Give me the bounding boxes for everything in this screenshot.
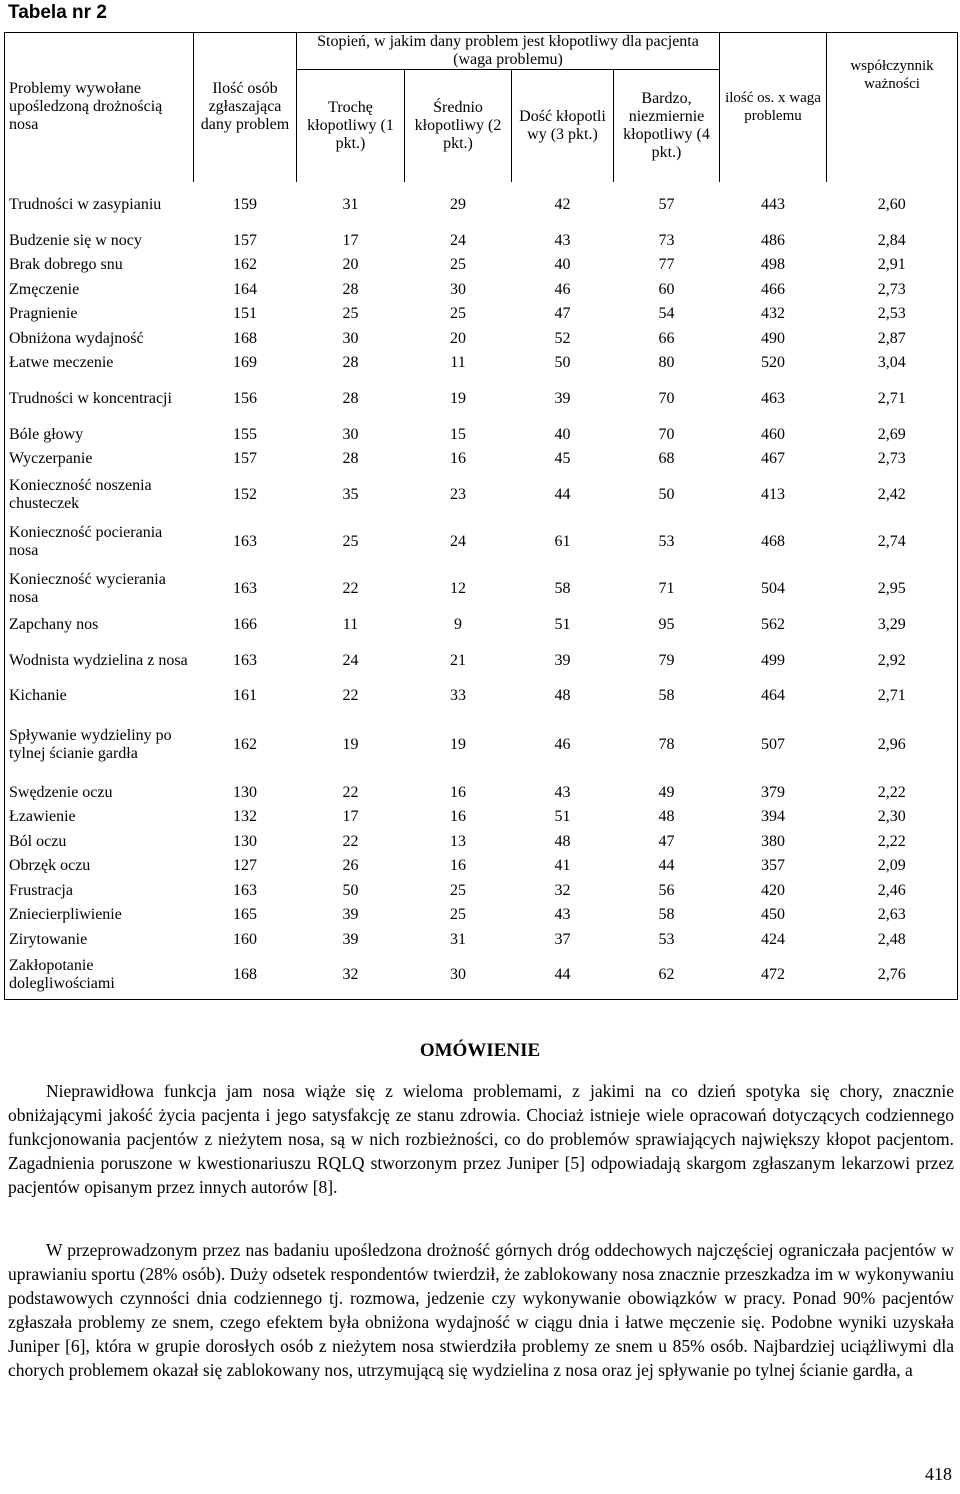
degree-3-cell: 45 [554,450,571,468]
header-degree-3: Dość kłopotli wy (3 pkt.) [512,70,614,182]
degree-1-cell: 24 [342,651,359,669]
count-cell: 130 [233,783,257,801]
header-degree-4: Bardzo, niezmiernie kłopotliwy (4 pkt.) [614,70,720,182]
degree-1-cell: 22 [342,580,359,597]
degree-3-cell: 43 [554,231,571,249]
table-body [5,182,958,1000]
degree-4-cell: 47 [658,832,675,850]
table-row [5,253,958,278]
coefficient-cell: 2,09 [877,857,906,875]
degree-2-cell: 24 [450,231,466,249]
degree-1-cell: 25 [342,305,359,323]
degree-1-cell: 32 [342,966,359,984]
problem-cell: Konieczność pocierania nosa [9,524,163,559]
problem-cell: Zniecierpliwienie [9,906,122,924]
degree-2-cell: 25 [450,256,466,274]
problem-cell: Zirytowanie [9,930,88,948]
degree-2-cell: 19 [450,390,466,407]
table-row [5,879,958,904]
degree-3-cell: 40 [554,425,571,443]
degree-3-cell: 39 [554,390,571,407]
table-row [5,327,958,352]
degree-4-cell: 68 [658,450,675,468]
header-coefficient: współczynnik ważności [850,58,934,92]
total-cell: 504 [761,580,785,597]
degree-1-cell: 50 [342,881,359,899]
header-count: Ilość osób zgłaszająca dany problem [194,33,297,182]
count-cell: 159 [233,196,257,213]
section-heading: OMÓWIENIE [419,1040,541,1061]
coefficient-cell: 2,63 [877,906,906,924]
coefficient-cell: 2,60 [877,196,906,213]
total-cell: 424 [761,930,785,948]
count-cell: 157 [233,450,257,468]
degree-2-cell: 30 [450,966,466,984]
degree-3-cell: 58 [554,580,571,597]
table-row [5,637,958,684]
degree-3-cell: 37 [554,930,571,948]
degree-2-cell: 21 [450,651,466,669]
header-degree-group: Stopień, w jakim dany problem jest kłopotliwy dla pacjenta (waga problemu) [297,33,720,70]
degree-3-cell: 43 [554,906,571,924]
count-cell: 163 [233,580,257,597]
coefficient-cell: 2,42 [877,486,906,503]
table-row [5,566,958,613]
degree-1-cell: 28 [342,450,359,468]
paragraph-1: Nieprawidłowa funkcja jam nosa wiąże się z wieloma problemami, z jakimi na co dzień spotyka się chory, znacznie obniżającymi jakość życia pacjenta i jego satysfakcję ze stanu zdrowia. Chociaż istnieje wiele opracowań dotyczących codziennego funkcjonowania pacjentów z nieżytem nosa, są w nich rozbieżności, co do problemów sprawiających największy kłopot pacjentom. Zagadnienia poruszone w kwestionariuszu RQLQ stworzonym przez Juniper [5] odpowiadają skargom zgłaszanym lekarzowi przez pacjentów opisanym przez innych autorów [8]. [8,1081,954,1197]
degree-1-cell: 28 [342,354,359,372]
coefficient-cell: 2,92 [877,651,906,669]
table-row [5,278,958,303]
total-cell: 507 [761,735,785,753]
problem-cell: Obniżona wydajność [9,329,144,347]
degree-4-cell: 78 [658,735,675,753]
count-cell: 161 [233,687,257,705]
degree-3-cell: 51 [554,615,571,633]
count-cell: 162 [233,735,257,753]
header-degree-2: Średnio kłopotliwy (2 pkt.) [405,70,512,182]
table-title: Tabela nr 2 [8,2,107,23]
count-cell: 155 [233,425,257,443]
degree-2-cell: 25 [450,881,466,899]
problem-cell: Trudności w zasypianiu [9,196,162,213]
coefficient-cell: 3,04 [877,354,906,372]
table-row [5,351,958,376]
degree-1-cell: 26 [342,857,359,875]
degree-1-cell: 31 [342,196,359,213]
total-cell: 468 [761,533,785,550]
coefficient-cell: 2,84 [877,231,906,249]
degree-3-cell: 51 [554,808,571,826]
table-row [5,952,958,999]
count-cell: 165 [233,906,257,924]
problem-cell: Frustracja [9,881,73,899]
total-cell: 466 [761,280,785,298]
table-row [5,519,958,566]
degree-2-cell: 9 [454,615,462,633]
degree-4-cell: 56 [658,881,675,899]
degree-1-cell: 28 [342,280,359,298]
degree-2-cell: 20 [450,329,466,347]
count-cell: 163 [233,533,257,550]
total-cell: 432 [761,305,785,323]
coefficient-cell: 2,22 [877,783,906,801]
degree-2-cell: 19 [450,735,466,753]
total-cell: 490 [761,329,785,347]
degree-1-cell: 35 [342,486,359,503]
table-row [5,229,958,254]
total-cell: 486 [761,231,785,249]
table-row [5,781,958,806]
degree-4-cell: 95 [658,615,675,633]
coefficient-cell: 2,91 [877,256,906,274]
count-cell: 157 [233,231,257,249]
total-cell: 463 [761,390,785,407]
degree-3-cell: 44 [554,966,571,984]
degree-1-cell: 28 [342,390,359,407]
degree-2-cell: 23 [450,486,466,503]
degree-4-cell: 48 [658,808,675,826]
total-cell: 467 [761,450,785,468]
degree-3-cell: 40 [554,256,571,274]
degree-1-cell: 39 [342,930,359,948]
table-row [5,613,958,638]
problem-cell: Brak dobrego snu [9,256,123,274]
count-cell: 168 [233,966,257,984]
count-cell: 162 [233,256,257,274]
degree-4-cell: 58 [658,687,675,705]
degree-4-cell: 62 [658,966,675,984]
degree-3-cell: 52 [554,329,571,347]
total-cell: 460 [761,425,785,443]
degree-2-cell: 25 [450,305,466,323]
degree-1-cell: 11 [342,615,359,633]
degree-1-cell: 30 [342,329,359,347]
degree-1-cell: 20 [342,256,359,274]
degree-2-cell: 11 [450,354,466,372]
table-row [5,684,958,709]
total-cell: 420 [761,881,785,899]
degree-4-cell: 70 [658,425,675,443]
degree-2-cell: 24 [450,533,466,550]
problem-cell: Kichanie [9,687,67,705]
count-cell: 168 [233,329,257,347]
degree-2-cell: 31 [450,930,466,948]
coefficient-cell: 2,73 [877,280,906,298]
degree-4-cell: 73 [658,231,675,249]
total-cell: 498 [761,256,785,274]
degree-4-cell: 44 [658,857,675,875]
degree-1-cell: 22 [342,687,359,705]
degree-3-cell: 61 [554,533,571,550]
page-number: 418 [925,1464,952,1484]
degree-3-cell: 42 [554,196,571,213]
degree-1-cell: 17 [342,231,359,249]
problem-cell: Trudności w koncentracji [9,390,172,407]
problem-cell: Wyczerpanie [9,450,93,468]
degree-2-cell: 12 [450,580,466,597]
count-cell: 163 [233,881,257,899]
total-cell: 499 [761,651,785,669]
coefficient-cell: 2,48 [877,930,906,948]
header-total: ilość os. x waga problemu [720,33,827,182]
problem-cell: Ból oczu [9,832,67,850]
problem-cell: Swędzenie oczu [9,783,113,801]
table-row [5,472,958,519]
degree-1-cell: 17 [342,808,359,826]
degree-4-cell: 80 [658,354,675,372]
degree-4-cell: 71 [658,580,675,597]
degree-3-cell: 46 [554,280,571,298]
total-cell: 464 [761,687,785,705]
problem-cell: Spływanie wydzieliny po tylnej ścianie gardła [9,726,172,762]
coefficient-cell: 2,87 [877,329,906,347]
total-cell: 472 [761,966,785,984]
problem-cell: Zakłopotanie dolegliwościami [9,957,115,993]
coefficient-cell: 2,95 [877,580,906,597]
problem-cell: Pragnienie [9,305,78,323]
degree-4-cell: 60 [658,280,675,298]
degree-3-cell: 47 [554,305,571,323]
count-cell: 132 [233,808,257,826]
degree-2-cell: 16 [450,808,466,826]
degree-4-cell: 57 [658,196,675,213]
count-cell: 130 [233,832,257,850]
coefficient-cell: 2,69 [877,425,906,443]
total-cell: 562 [761,615,785,633]
count-cell: 127 [233,857,257,875]
coefficient-cell: 2,46 [877,881,906,899]
count-cell: 152 [233,486,257,503]
coefficient-cell: 2,73 [877,450,906,468]
total-cell: 450 [761,906,785,924]
degree-2-cell: 16 [450,857,466,875]
problem-cell: Łzawienie [9,808,76,826]
degree-3-cell: 48 [554,832,571,850]
degree-3-cell: 48 [554,687,571,705]
table-row [5,928,958,953]
count-cell: 164 [233,280,257,298]
table-row [5,302,958,327]
table-row [5,903,958,928]
degree-1-cell: 30 [342,425,359,443]
degree-3-cell: 46 [554,735,571,753]
degree-1-cell: 19 [342,735,359,753]
count-cell: 160 [233,930,257,948]
count-cell: 166 [233,615,257,633]
degree-4-cell: 49 [658,783,675,801]
degree-2-cell: 16 [450,450,466,468]
degree-3-cell: 41 [554,857,571,875]
table-row [5,854,958,879]
degree-2-cell: 33 [450,687,466,705]
table-row [5,423,958,448]
header-degree-1: Trochę kłopotliwy (1 pkt.) [297,70,405,182]
table-row [5,709,958,781]
total-cell: 413 [761,486,785,503]
degree-4-cell: 53 [658,930,675,948]
problem-cell: Budzenie się w nocy [9,231,142,249]
header-problem: Problemy wywołane upośledzoną drożnością nosa [5,33,194,182]
problem-cell: Wodnista wydzielina z nosa [9,651,188,669]
problem-cell: Zmęczenie [9,280,80,298]
table-row [5,805,958,830]
degree-4-cell: 77 [658,256,675,274]
degree-2-cell: 15 [450,425,466,443]
degree-2-cell: 16 [450,783,466,801]
total-cell: 443 [761,196,785,213]
degree-3-cell: 39 [554,651,571,669]
degree-4-cell: 53 [658,533,675,550]
degree-4-cell: 66 [658,329,675,347]
degree-4-cell: 79 [658,651,675,669]
count-cell: 169 [233,354,257,372]
degree-4-cell: 58 [658,906,675,924]
degree-4-cell: 54 [658,305,675,323]
coefficient-cell: 2,71 [877,687,906,705]
total-cell: 394 [761,808,785,826]
degree-3-cell: 32 [554,881,571,899]
total-cell: 520 [761,354,785,372]
table-row [5,182,958,229]
problem-cell: Konieczność wycierania nosa [9,571,166,606]
problem-cell: Bóle głowy [9,425,84,443]
degree-1-cell: 22 [342,783,359,801]
count-cell: 156 [233,390,257,407]
coefficient-cell: 2,96 [877,735,906,753]
count-cell: 163 [233,651,257,669]
coefficient-cell: 2,71 [877,390,906,407]
total-cell: 357 [761,857,785,875]
degree-2-cell: 29 [450,196,466,213]
degree-3-cell: 50 [554,354,571,372]
degree-2-cell: 25 [450,906,466,924]
degree-1-cell: 39 [342,906,359,924]
table-row [5,447,958,472]
coefficient-cell: 2,74 [877,533,906,550]
total-cell: 380 [761,832,785,850]
degree-3-cell: 44 [554,486,571,503]
count-cell: 151 [233,305,257,323]
problem-cell: Łatwe meczenie [9,354,114,372]
total-cell: 379 [761,783,785,801]
degree-2-cell: 13 [450,832,466,850]
coefficient-cell: 3,29 [877,615,906,633]
problem-cell: Obrzęk oczu [9,857,91,875]
degree-4-cell: 50 [658,486,675,503]
coefficient-cell: 2,53 [877,305,906,323]
degree-1-cell: 25 [342,533,359,550]
coefficient-cell: 2,76 [877,966,906,984]
problem-cell: Zapchany nos [9,615,99,633]
degree-3-cell: 43 [554,783,571,801]
coefficient-cell: 2,22 [877,832,906,850]
data-table [4,32,958,1000]
problem-cell: Konieczność noszenia chusteczek [9,477,152,512]
table-row [5,830,958,855]
degree-1-cell: 22 [342,832,359,850]
table-row [5,376,958,423]
degree-2-cell: 30 [450,280,466,298]
paragraph-2: W przeprowadzonym przez nas badaniu upośledzona drożność górnych dróg oddechowych najczęściej ograniczała pacjentów w uprawianiu sportu (28% osób). Duży odsetek respondentów twierdził, że zablokowany nosa znacznie przeszkadza im w wykonywaniu podstawowych czynności dnia codziennego tj. rozmowa, jedzenie czy wykonywanie obowiązków w pracy. Ponad 90% pacjentów zgłaszała problemy ze snem, czego efektem była obniżona wydajność w ciągu dnia i łatwe męczenie się. Podobne wyniki uzyskała Juniper [6], która w grupie dorosłych osób z nieżytem nosa stwierdziła problemy ze snem u 85% osób. Najbardziej uciążliwymi dla chorych problemem okazał się zablokowany nos, utrzymującą się wydzielina z nosa oraz jej spływanie po tylnej ścianie gardła, a [8,1240,954,1380]
degree-4-cell: 70 [658,390,675,407]
coefficient-cell: 2,30 [877,808,906,826]
